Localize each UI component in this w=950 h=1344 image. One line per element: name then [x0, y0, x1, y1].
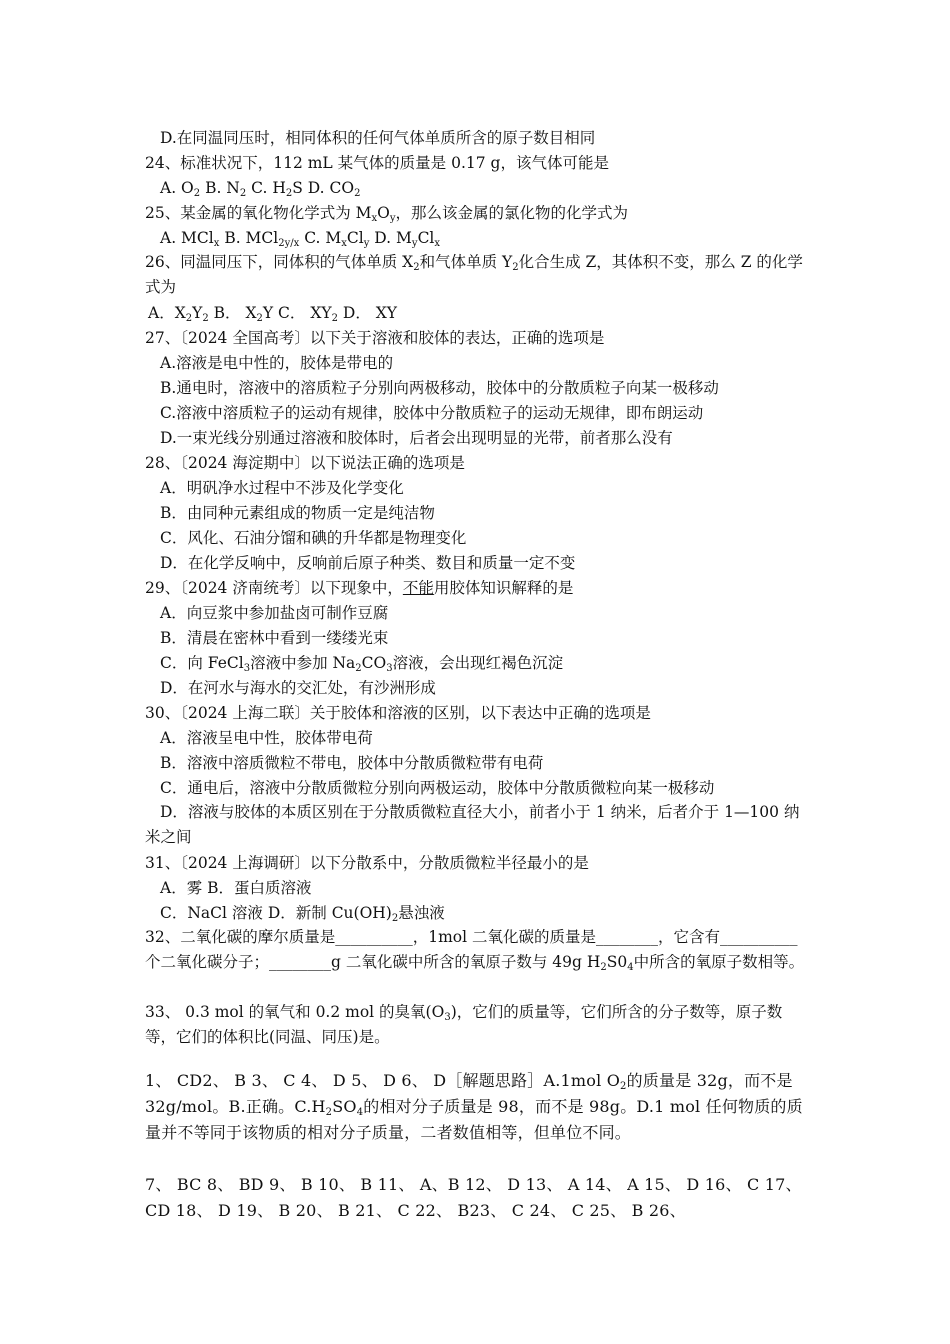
q31-options-cd: C．NaCl 溶液 D．新制 $Cu(OH)_2$悬浊液: [160, 904, 445, 924]
q31-options-ab: A．雾 B．蛋白质溶液: [160, 879, 312, 897]
q30-option-a: A．溶液呈电中性，胶体带电荷: [160, 729, 373, 747]
q29-option-b: B．清晨在密林中看到一缕缕光束: [160, 629, 389, 647]
question-31: 31、〔2024 上海调研〕以下分散系中，分散质微粒半径最小的是: [145, 854, 589, 872]
q28-option-c: C．风化、石油分馏和碘的升华都是物理变化: [160, 529, 467, 547]
q28-option-d: D．在化学反响中，反响前后原子种类、数目和质量一定不变: [160, 554, 576, 572]
q27-option-b: B.通电时，溶液中的溶质粒子分别向两极移动，胶体中的分散质粒子向某一极移动: [160, 379, 719, 397]
question-30: 30、〔2024 上海二联〕关于胶体和溶液的区别，以下表达中正确的选项是: [145, 704, 651, 722]
question-32: 32、二氧化碳的摩尔质量是__________，1mol 二氧化碳的质量是________，它含有__________个二氧化碳分子；________g 二氧化碳中所含的氧原子数与 49g $H_2S0_4$中所含的氧原子数相等。: [145, 928, 805, 973]
q29-option-a: A．向豆浆中参加盐卤可制作豆腐: [160, 604, 389, 622]
q30-option-b: B．溶液中溶质微粒不带电，胶体中分散质微粒带有电荷: [160, 754, 544, 772]
q26-options: A．$X_2Y_2$ B． $X_2Y$ C． $XY_2$ D． XY: [148, 304, 398, 324]
answer-key-part-1: 1、 CD2、 B 3、 C 4、 D 5、 D 6、 D［解题思路］A.1mol $O_2$的质量是 32g，而不是 32g/mol。B.正确。$C.H_2SO_4$的相对分子质量是 98，而不是 98g。D.1 mol 任何物质的质量并不等同于该物质的相对分子质量，二者数值相等，但单位不同。: [145, 1071, 803, 1142]
q29-option-c: C．向 FeCl$_3$溶液中参加 $Na_2CO_3$溶液，会出现红褐色沉淀: [160, 654, 564, 674]
q30-option-c: C．通电后，溶液中分散质微粒分别向两极运动，胶体中分散质微粒向某一极移动: [160, 779, 715, 797]
underlined-negation: 不能: [402, 579, 434, 597]
q28-option-b: B．由同种元素组成的物质一定是纯洁物: [160, 504, 435, 522]
q27-option-d: D.一束光线分别通过溶液和胶体时，后者会出现明显的光带，前者那么没有: [160, 429, 673, 447]
question-28: 28、〔2024 海淀期中〕以下说法正确的选项是: [145, 454, 465, 472]
question-26: 26、同温同压下，同体积的气体单质 $X_2$和气体单质 $Y_2$化合生成 Z，其体积不变，那么 Z 的化学式为: [145, 253, 803, 296]
q29-option-d: D．在河水与海水的交汇处，有沙洲形成: [160, 679, 436, 697]
question-33: 33、 0.3 mol 的氧气和 0.2 mol 的臭氧$(O_3)$，它们的质量等，它们所含的分子数等，原子数等，它们的体积比(同温、同压)是。: [145, 1003, 783, 1046]
question-29: 29、〔2024 济南统考〕以下现象中，不能用胶体知识解释的是: [145, 579, 574, 597]
q24-options: A. $O_2$ B. $N_2$ C. $H_2S$ D. $CO_2$: [160, 179, 361, 199]
q28-option-a: A．明矾净水过程中不涉及化学变化: [160, 479, 404, 497]
q27-option-c: C.溶液中溶质粒子的运动有规律，胶体中分散质粒子的运动无规律，即布朗运动: [160, 404, 704, 422]
question-27: 27、〔2024 全国高考〕以下关于溶液和胶体的表达，正确的选项是: [145, 329, 605, 347]
q30-option-d: D．溶液与胶体的本质区别在于分散质微粒直径大小，前者小于 1 纳米，后者介于 1—100 纳米之间: [145, 803, 800, 846]
q25-options: A. MCl$_x$ B. MCl$_{2y/x}$ C. $M_xCl_y$ D. $M_yCl_x$: [160, 229, 441, 249]
question-24: 24、标准状况下，112 mL 某气体的质量是 0.17 g，该气体可能是: [145, 154, 609, 172]
answer-key-part-2: 7、 BC 8、 BD 9、 B 10、 B 11、 A、B 12、 D 13、 A 14、 A 15、 D 16、 C 17、 CD 18、 D 19、 B 20、 B 21、 C 22、 B23、 C 24、 C 25、 B 26、: [145, 1175, 802, 1220]
question-25: 25、某金属的氧化物化学式为 $M_xO_y$，那么该金属的氯化物的化学式为: [145, 204, 629, 224]
q27-option-a: A.溶液是电中性的，胶体是带电的: [160, 354, 394, 372]
q23-option-d: D.在同温同压时，相同体积的任何气体单质所含的原子数目相同: [160, 129, 596, 147]
